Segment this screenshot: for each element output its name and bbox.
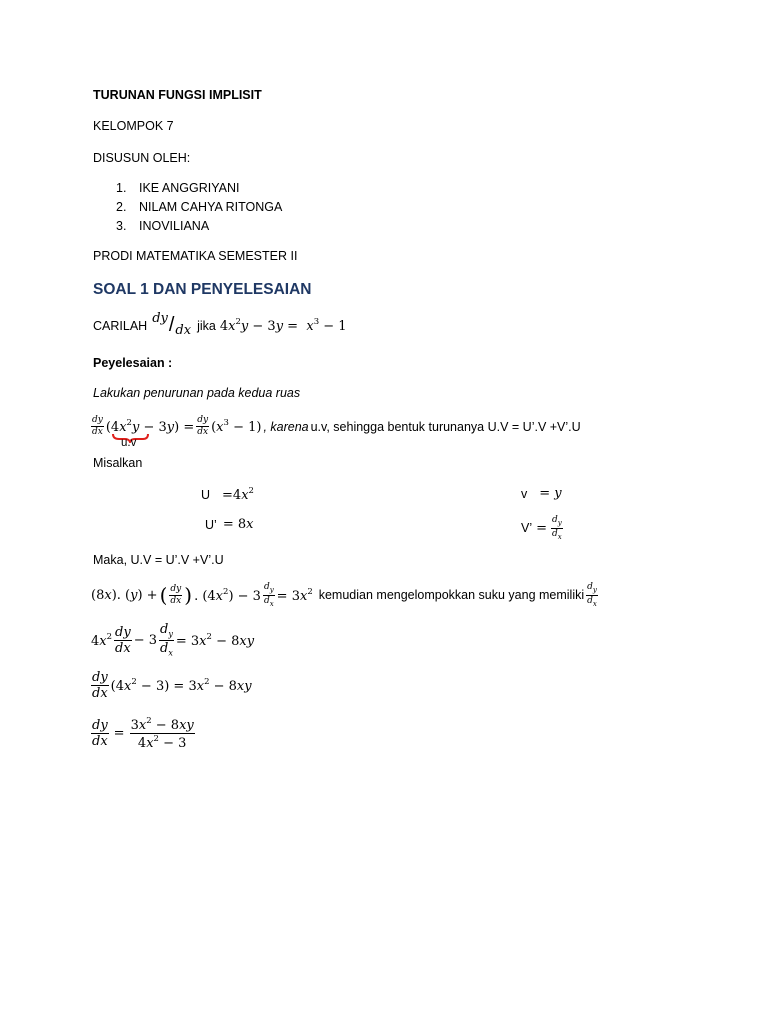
u-prime-label: U’ [205, 517, 217, 532]
member-name: INOVILIANA [139, 219, 210, 233]
document-title: TURUNAN FUNGSI IMPLISIT [93, 88, 262, 102]
fraction-dy-dx: $\frac{dy}{dx}$ [92, 415, 103, 437]
fraction-dy-dx: $\frac{d_y}{d_x}$ [263, 582, 274, 608]
compiled-by-label: DISUSUN OLEH: [93, 151, 191, 165]
v-prime-label: V’ [521, 521, 533, 536]
paren-open: ( [159, 583, 168, 608]
member-number: 3. [116, 219, 127, 233]
solution-label: Peyelesaian : [93, 356, 173, 370]
fraction-dy-dx: $\frac{dy}{dx}$ [115, 624, 131, 656]
member-name: NILAM CAHYA RITONGA [139, 200, 283, 214]
u-prime-definition [205, 517, 253, 532]
maka-line: Maka, U.V = U’.V +V’.U [93, 553, 224, 567]
result-fraction: $\frac{3x^2 - 8xy}{4x^2 - 3}$ [130, 716, 194, 751]
step2-rhs: = $3x^2$ [276, 586, 313, 604]
final-answer [91, 717, 195, 750]
fraction-dy-dx: $\frac{d_y}{d_x}$ [552, 515, 562, 541]
v-definition [521, 486, 562, 501]
problem-mid: jika [197, 318, 216, 333]
fraction-dy-dx: $\frac{dy}{dx}$ [197, 415, 209, 437]
math-dx: dx [175, 323, 192, 338]
step1-line [91, 416, 581, 437]
section-heading: SOAL 1 DAN PENYELESAIAN [93, 281, 312, 298]
group-label: KELOMPOK 7 [93, 119, 174, 133]
fraction-dy-dx: $\frac{d_y}{d_x}$ [160, 622, 173, 658]
karena-text: , karena [263, 419, 309, 434]
uv-label: u.v [121, 437, 137, 449]
equals-sign: = [113, 726, 125, 741]
slash-symbol: / [168, 314, 175, 336]
equals-sign: = [536, 520, 548, 536]
program-label: PRODI MATEMATIKA SEMESTER II [93, 249, 298, 263]
member-name: IKE ANGGRIYANI [139, 181, 240, 195]
step2-lhs-b: . $(4x^2) - 3$ [194, 586, 261, 604]
instruction-text: Lakukan penurunan pada kedua ruas [93, 386, 301, 400]
problem-statement [93, 311, 347, 338]
u-prime-value: = 8x [222, 517, 254, 532]
u-label: U [201, 487, 211, 502]
step3-rhs: = $3x^2 - 8xy$ [175, 631, 255, 649]
step1-lhs: $(4x^2y - 3y)$ = [105, 418, 195, 435]
step3-line [91, 623, 254, 657]
v-label: v [521, 486, 528, 501]
problem-equation: $4x^2y - 3y = x^3 - 1$ [219, 317, 347, 334]
step4-line [91, 671, 252, 700]
step1-rhs: $(x^3 - 1)$ [211, 418, 262, 435]
paren-close: ) [184, 583, 193, 608]
u-value: $=4x^2$ [222, 486, 254, 503]
step3-term1: $4x^2$ [91, 631, 113, 649]
v-prime-definition [521, 516, 563, 541]
fraction-dy-dx: $\frac{dy}{dx}$ [170, 583, 182, 606]
step1-explanation: u.v, sehingga bentuk turunanya U.V = U’.V +V’.U [310, 419, 581, 434]
fraction-dy-dx: $\frac{dy}{dx}$ [92, 718, 108, 749]
fraction-dy-dx: $\frac{d_y}{d_x}$ [587, 582, 597, 608]
problem-prefix: CARILAH [93, 318, 148, 333]
member-number: 2. [116, 200, 127, 214]
step4-expression: $(4x^2 - 3) = 3x^2 - 8xy$ [110, 677, 252, 694]
step2-lhs-a: (8x). (y) + [91, 587, 158, 603]
misalkan-label: Misalkan [93, 456, 143, 470]
member-number: 1. [116, 181, 127, 195]
u-definition [201, 486, 254, 503]
math-dy: dy [152, 311, 168, 326]
v-value: = y [539, 486, 562, 501]
step3-term2: − 3 [133, 632, 158, 648]
fraction-dy-dx: $\frac{dy}{dx}$ [92, 670, 108, 701]
step2-line [91, 583, 598, 608]
step2-explanation: kemudian mengelompokkan suku yang memiliki [318, 588, 585, 603]
